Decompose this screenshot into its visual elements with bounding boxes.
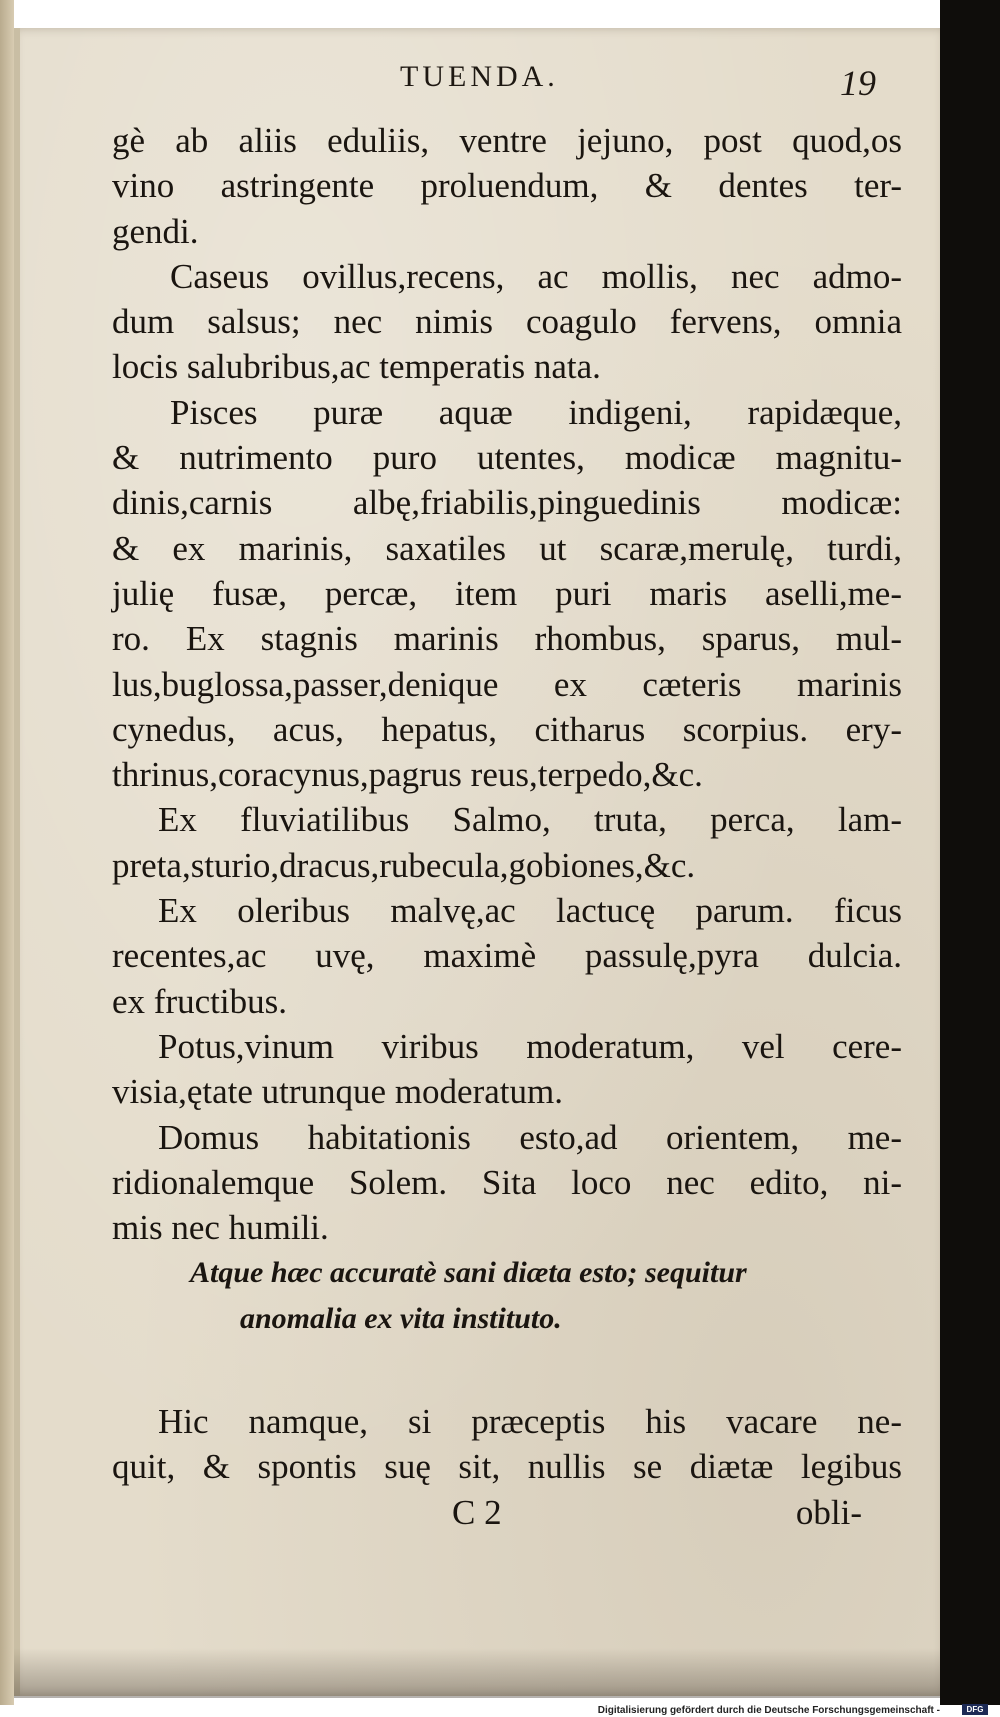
text-line: quit, & spontis suę sit, nullis se diætæ legibus [112, 1447, 902, 1487]
text-line: ro. Ex stagnis marinis rhombus, sparus, mul- [112, 619, 902, 659]
text-line: dinis,carnis albę,friabilis,pinguedinis modicæ: [112, 483, 902, 523]
text-line: recentes,ac uvę, maximè passulę,pyra dulcia. [112, 936, 902, 976]
text-line: Ex fluviatilibus Salmo, truta, perca, lam- [158, 800, 902, 840]
text-line: gendi. [112, 211, 199, 251]
text-line: ridionalemque Solem. Sita loco nec edito, ni- [112, 1162, 902, 1202]
page-footer [112, 1490, 902, 1535]
text-line: Ex oleribus malvę,ac lactucę parum. ficus [158, 891, 902, 931]
text-line: mis nec humili. [112, 1208, 329, 1248]
text-line: vino astringente proluendum, & dentes ter- [112, 166, 902, 206]
text-line: lus,buglossa,passer,denique ex cæteris marinis [112, 664, 902, 704]
text-line: preta,sturio,dracus,rubecula,gobiones,&c. [112, 845, 696, 885]
text-body [112, 118, 902, 1535]
catchword: obli- [795, 1492, 862, 1532]
scan-left-edge [0, 0, 14, 1705]
text-line: cynedus, acus, hepatus, citharus scorpius. ery- [112, 709, 902, 749]
text-line: Potus,vinum viribus moderatum, vel cere- [158, 1026, 902, 1066]
text-line: julię fusæ, percæ, item puri maris aselli,me- [112, 573, 902, 613]
paragraph-gap [112, 1341, 902, 1399]
text-line: locis salubribus,ac temperatis nata. [112, 347, 601, 387]
text-line: visia,ętate utrunque moderatum. [112, 1072, 563, 1112]
text-line: dum salsus; nec nimis coagulo fervens, omnia [112, 302, 902, 342]
digitization-credit: Digitalisierung gefördert durch die Deutsche Forschungsgemeinschaft - [597, 1705, 940, 1716]
text-line: ex fructibus. [112, 981, 287, 1021]
dfg-logo: DFG [962, 1704, 988, 1715]
italic-line: anomalia ex vita instituto. [240, 1301, 562, 1335]
text-line: Domus habitationis esto,ad orientem, me- [158, 1117, 902, 1157]
page-shadow [14, 1648, 944, 1698]
text-line: Caseus ovillus,recens, ac mollis, nec admo- [170, 256, 902, 296]
text-line: Hic namque, si præceptis his vacare ne- [158, 1402, 902, 1442]
signature-mark: C 2 [452, 1492, 502, 1532]
italic-transition [112, 1250, 902, 1341]
text-line: Pisces puræ aquæ indigeni, rapidæque, [170, 392, 902, 432]
italic-line: Atque hæc accuratè sani diæta esto; sequitur [190, 1256, 747, 1290]
scan-dark-border [940, 0, 1000, 1705]
text-line: & nutrimento puro utentes, modicæ magnitu- [112, 438, 902, 478]
running-title: TUENDA. [400, 60, 559, 93]
text-line: gè ab aliis eduliis, ventre jejuno, post quod,os [112, 121, 902, 160]
text-line: thrinus,coracynus,pagrus reus,terpedo,&c. [112, 755, 703, 795]
text-line: & ex marinis, saxatiles ut scaræ,merulę, turdi, [112, 528, 902, 568]
page-number: 19 [840, 63, 876, 103]
